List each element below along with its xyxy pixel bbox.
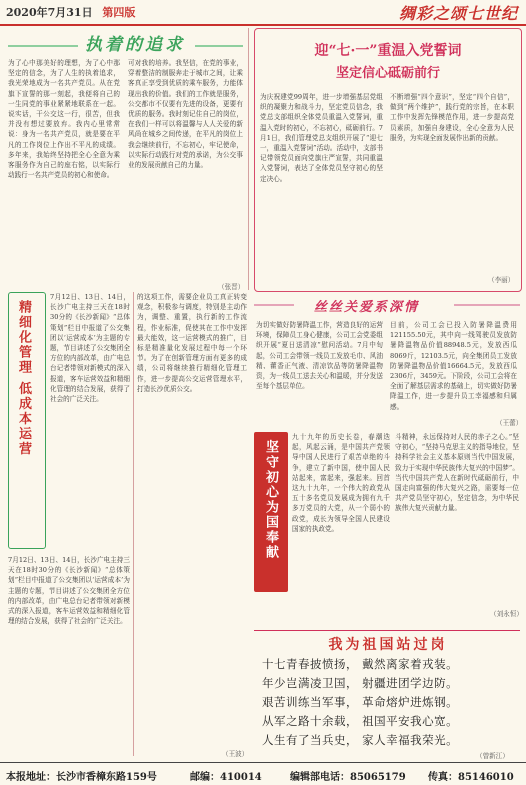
section4-header [254,296,520,314]
section6-title: 我为祖国站过岗 [328,637,448,653]
section4-title: 丝丝关爱系深情 [314,300,420,315]
footer-editorial-phone: 编辑部电话：85065179 [290,772,406,783]
poem-line-3: 艰苦训练当军事， 革命熔炉进炼钢。 [262,695,459,709]
section1-rule-right [195,45,243,47]
section1-column-1: 为了心中那美好的理想，为了心中那坚定的信念，为了人生的执着追求，我光荣地成为一名共产党员。从在党旗下宣誓的那一刻起，我便将自己的一生同党的事业紧紧地联系在一起。说实话，干公交这一行，很苦，但我并没有想过要放弃。我内心里常常说：身为一名共产党员，就是要在平凡的工作岗位上作出不平凡的成绩。多年来，我始终坚持把全心全意为乘客服务作为自己的座右铭，以实际行动践行一名共产党员的初心和使命。 [8,59,120,180]
poem-line-4: 从军之路十余载， 祖国平安我心宽。 [262,714,459,728]
section2-column-2: 不断增强“四个意识”，坚定“四个自信”，做到“两个维护”，践行党的宗旨，在本职工作中发挥先锋模范作用，进一步提高党员素质，加强自身建设，全心全意为人民服务，为实现全面发展作出新的贡献。 [390,93,514,142]
section1-author: （张晋） [218,283,245,291]
section4-rule-left [254,304,294,306]
section5-column-1: 九十九年的历史长卷，春潮迭起，风起云涌，是中国共产党领导中国人民进行了艰苦卓绝的斗争，建立了新中国，使中国人民站起来，富起来，强起来。回首这九十九年，一个伟大的政党从五十多名党员发展成为拥有九千多万党员的大党，从一个弱小的政党，成长为领导全国人民建设国家的执政党。 [292,433,390,533]
section5-author: （刘永恒） [490,610,523,618]
issue-date [6,4,135,20]
section6-author: （曾新江） [476,752,509,760]
section1-column-2: 可对我的培养。我坚信，在党的事业，穿着整洁的制服奔走于城市之间，让乘客真正享受到优质的乘车服务，力能体现出我的价值。我们的工作就是服务，公交都市不仅要有先进的设备，更要有优质的服务。我时刻记住自己的岗位，在我们一样可以将温馨与人人关爱的新风尚在城乡之间传递，在平凡的岗位上我会继续前行，不忘初心，牢记使命，以实际行动践行对党的承诺，为公交事业的发展贡献自己的力量。 [128,59,243,170]
edition-text: 第四版 [102,6,136,19]
section1-title: 执着的追求 [85,35,185,55]
masthead-logo: 绸彩之颂七世纪 [398,4,518,23]
section1-rule-left [8,45,78,47]
page-footer [0,762,526,785]
section2-subtitle: 坚定信心砥砺前行 [335,66,440,81]
section3-column-2: 的这项工作，需要企业员工真正转变观念，积极参与调度，特别是主动作为，调整、重置，执行新的工作流程，作业标准，促使其在工作中发挥最大能效，这一运营模式的推广，目标是精准量化发展过程中每一个环节。为了在创新管理方面有更多的成绩，公司将继续推行精细化管理工作，进一步提高公交运营管理水平，打造长沙优质公交。 [137,293,247,393]
section3-divider [133,292,134,756]
section5-column-2: 斗精神，永远保持对人民的赤子之心。”坚守初心，“坚持马克思主义的指导地位，坚持科学社会主义基本原则当代中国发展，致力于实现中华民族伟大复兴的中国梦”。当代中国共产党人在新时代砥砺前行，中国走向富强的伟大复兴之路，需要每一位共产党员坚守初心，坚定信念，为中华民族伟大复兴贡献力量。 [395,433,519,513]
poem-line-1: 十七青春披愤扬， 戴然离家着戎装。 [262,657,459,671]
section3-title: 精细化管理 低成本运营 [16,300,31,457]
section4-rule-right [454,304,520,306]
section2-column-1: 为庆祝建党99周年，进一步增强基层党组织的凝聚力和战斗力，坚定党员信念，我党总支部组织全体党员重温入党誓词，重温入党时的初心，不忘初心，砥砺前行。7月1日，我们管理党总支组织开展了“迎七一，重温入党誓词”活动。活动中，支部书记带领党员面向党旗庄严宣誓，共同重温入党誓词，表达了全体党员坚守初心的坚定决心。 [260,93,383,183]
date-text: 2020年7月31日 [6,6,93,19]
section2-author: （李丽） [488,276,515,284]
footer-address: 本报地址：长沙市香樟东路159号 [6,772,157,783]
poem-line-5: 人生有了当兵史， 家人幸福我荣光。 [262,733,459,747]
section4-column-2: 目前，公司工会已投入防暑降温费用121155.50元，其中向一线驾驶员发放防暑降温物品价值88948.5元，发放西瓜8069斤，12103.5元，向全集团员工发放防暑降温物品价值16664.5元，发放西瓜2306斤，3459元。下阶段，公司工会将在全面了解基层需求的基础上，切实做好防暑降温工作，进一步提升员工幸福感和归属感。 [390,321,517,411]
section4-column-1: 为切实做好防暑降温工作，营造良好的运营环境，保障员工身心健康，公司工会党委组织开展“夏日送清凉”慰问活动。7月中旬起，公司工会带领一线员工发放毛巾、风油精、藿香正气液、清凉饮品等防暑降温物资，为一线员工送去关心和温暖，并分发送至每个基层单位。 [256,321,383,391]
footer-fax: 传真：85146010 [428,772,514,783]
section3-column-1b: 7月12日、13日、14日，长沙广电主持三天在18时30分的《长沙新闻》“总体策划”栏目中报道了公交集团以‘运营成本’为主题的专题，节目讲述了公交集团全方位的内部改革，由广电总台记者带领对新模式的深入报道，客车运营效益和精细化管理的结合发展，获得了社会的广泛关注。 [8,556,130,626]
column-divider [248,28,249,290]
poem-line-2: 年少岂满凌卫国， 射疆进团学边防。 [262,676,459,690]
section3-column-1a: 7月12日、13日、14日，长沙广电主持三天在18时30分的《长沙新闻》“总体策划”栏目中报道了公交集团以‘运营成本’为主题的专题，节目讲述了公交集团全方位的内部改革，由广电总台记者带领对新模式的深入报道，客车运营效益和精细化管理的结合发展，获得了社会的广泛关注。 [50,293,130,404]
section4-author: （王蕾） [496,419,523,427]
section3-author: （王波） [222,750,249,758]
footer-postcode: 邮编：410014 [190,772,262,783]
section5-title: 坚守初心为国奉献 [263,440,278,560]
section2-title: 迎“七·一”重温入党誓词 [314,43,462,59]
